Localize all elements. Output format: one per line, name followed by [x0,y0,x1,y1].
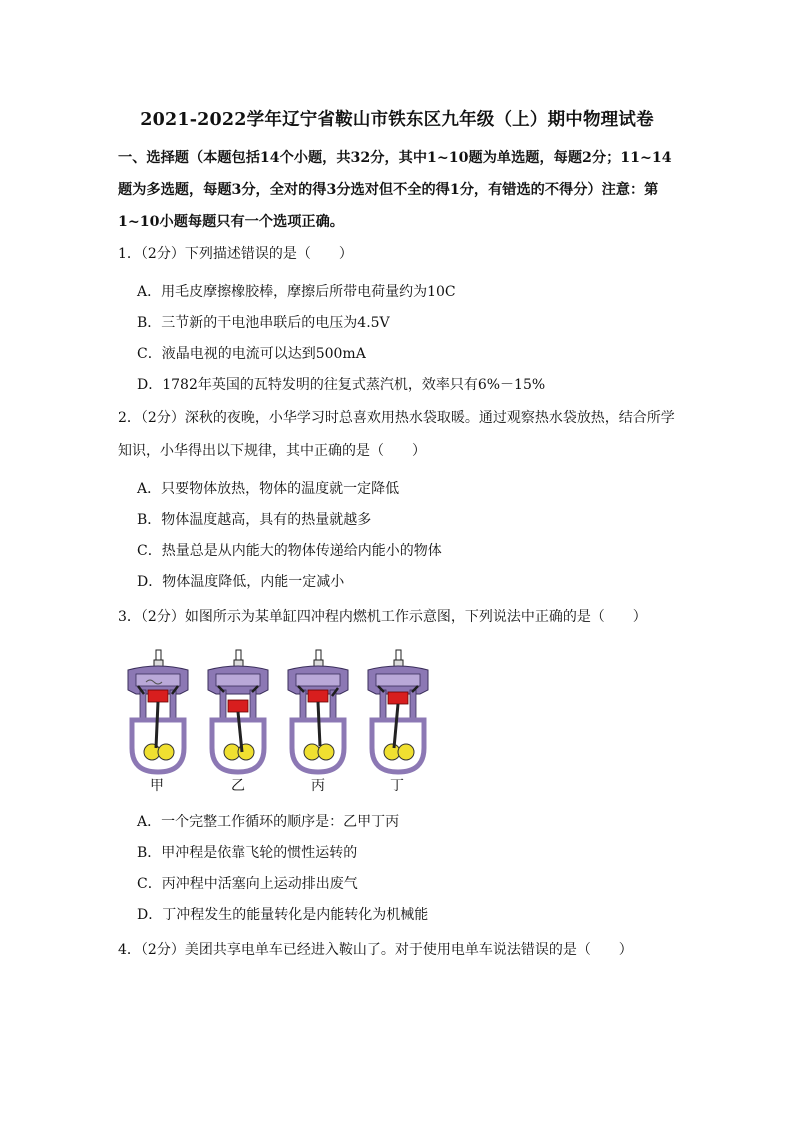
engine-strokes-figure [120,648,450,796]
question-2-option-a: A．只要物体放热，物体的温度就一定降低 [137,481,400,497]
question-1-option-c: C．液晶电视的电流可以达到500mA [137,346,366,362]
question-1-option-a: A．用毛皮摩擦橡胶棒，摩擦后所带电荷量约为10C [137,284,456,300]
question-3-stem: 3．（2分）如图所示为某单缸四冲程内燃机工作示意图，下列说法中正确的是（ ） [118,609,647,625]
question-2-option-d: D．物体温度降低，内能一定减小 [137,574,345,590]
figure-label-ding: 丁 [390,778,404,794]
piston [388,692,408,704]
figure-label-yi: 乙 [231,778,245,794]
question-2-option-c: C．热量总是从内能大的物体传递给内能小的物体 [137,543,442,559]
page-title: 2021-2022学年辽宁省鞍山市铁东区九年级（上）期中物理试卷 [140,110,654,130]
question-2-stem-line-1: 2．（2分）深秋的夜晚，小华学习时总喜欢用热水袋取暖。通过观察热水袋放热，结合所学 [118,410,675,426]
question-1-option-d: D．1782年英国的瓦特发明的往复式蒸汽机，效率只有6%－15% [137,377,546,393]
piston [308,690,328,702]
figure-label-jia: 甲 [150,778,164,794]
question-2-stem-line-2: 知识，小华得出以下规律，其中正确的是（ ） [118,443,426,459]
question-3-option-b: B．甲冲程是依靠飞轮的惯性运转的 [137,845,358,861]
question-1-stem: 1．（2分）下列描述错误的是（ ） [118,246,353,262]
question-1-option-b: B．三节新的干电池串联后的电压为4.5V [137,315,390,331]
piston [148,690,168,702]
question-2-option-b: B．物体温度越高，具有的热量就越多 [137,512,372,528]
figure-label-bing: 丙 [311,778,325,794]
question-3-option-c: C．丙冲程中活塞向上运动排出废气 [137,876,358,892]
question-4-stem: 4．（2分）美团共享电单车已经进入鞍山了。对于使用电单车说法错误的是（ ） [118,942,633,958]
engine-diagram-yi [208,650,268,772]
piston [228,700,248,712]
question-3-option-d: D．丁冲程发生的能量转化是内能转化为机械能 [137,907,429,923]
engine-diagram-ding [368,650,428,772]
question-3-option-a: A．一个完整工作循环的顺序是：乙甲丁丙 [137,814,400,830]
engine-diagram-jia [128,650,188,772]
section-instructions: 一、选择题（本题包括14个小题，共32分，其中1~10题为单选题，每题2分；11~14题为多选题，每题3分，全对的得3分选对但不全的得1分，有错选的不得分）注意：第1~10小题每题只有一个选项正确。 [118,150,672,230]
engine-diagram-bing [288,650,348,772]
